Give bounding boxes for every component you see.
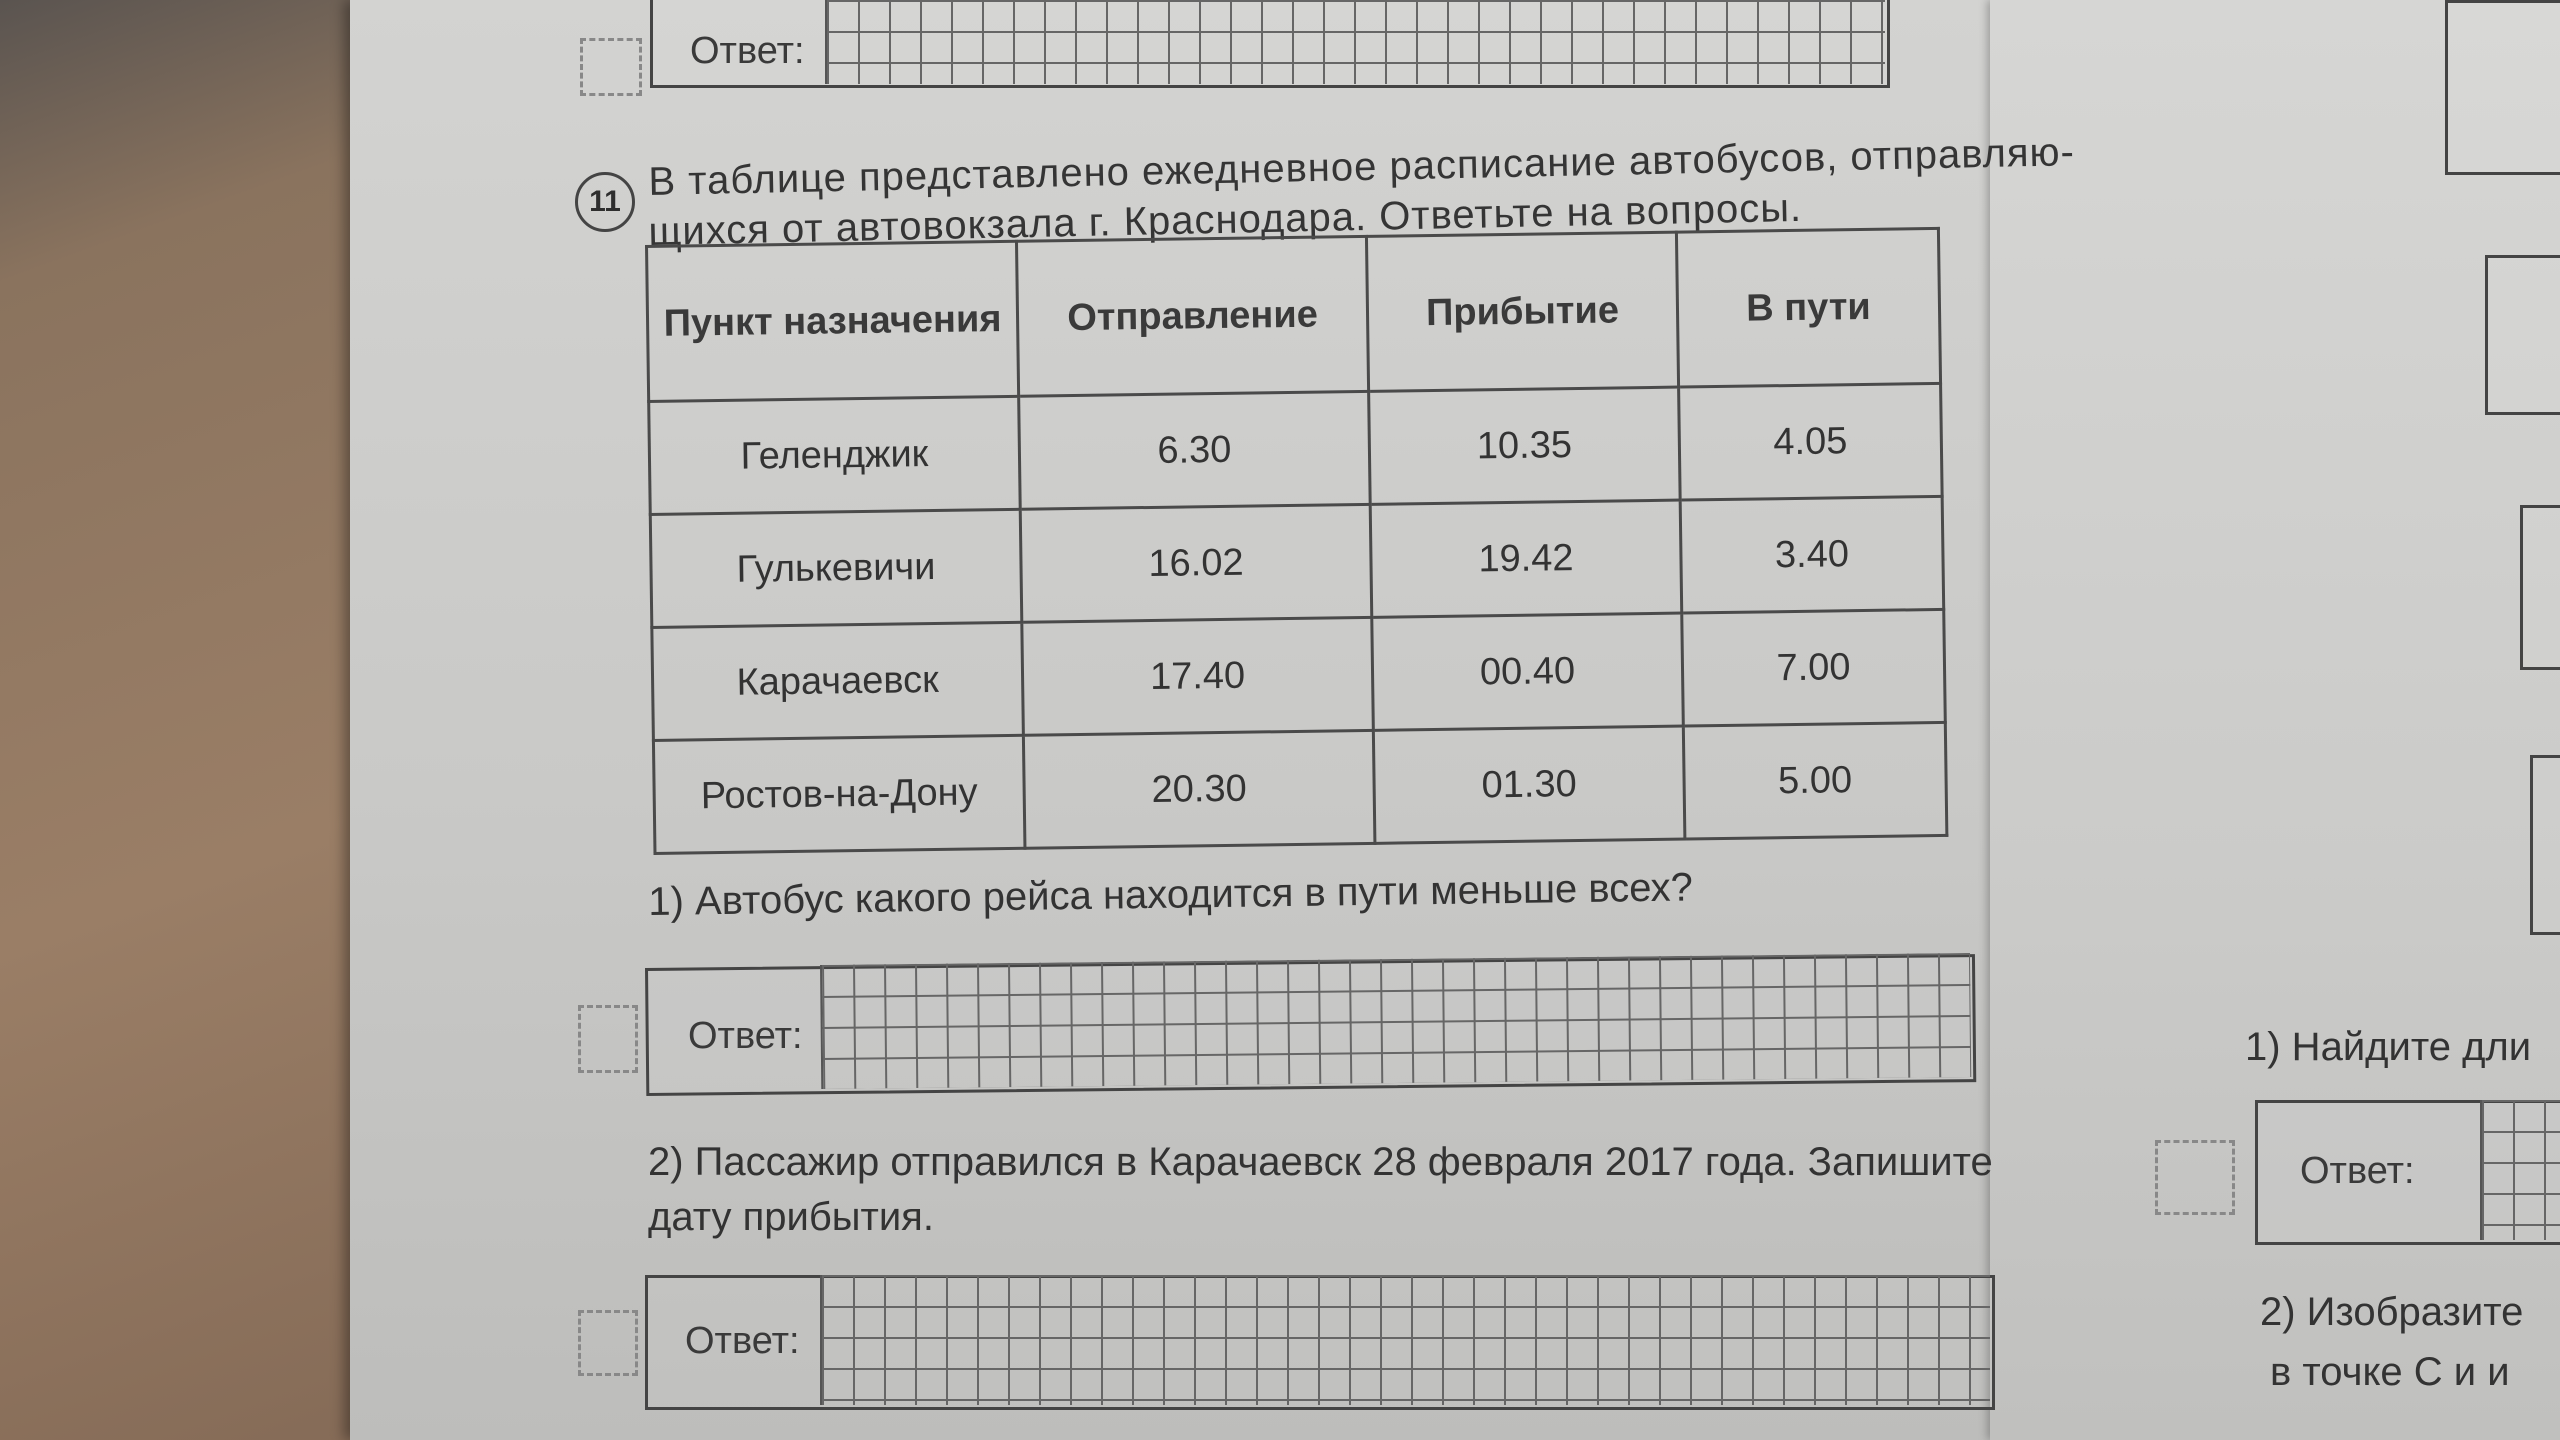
task-number-badge: 11 xyxy=(575,172,635,232)
question-2-text-line1: 2) Пассажир отправился в Карачаевск 28 февраля 2017 года. Запишите xyxy=(648,1140,1993,1184)
answer-label-q2: Ответ: xyxy=(685,1320,800,1362)
table-header-row xyxy=(647,228,1941,401)
right-box-4 xyxy=(2530,755,2560,935)
bus-schedule-table xyxy=(645,227,1948,855)
cell-departure: 17.40 xyxy=(1022,617,1374,735)
cell-destination: Карачаевск xyxy=(652,622,1024,740)
score-box-q2[interactable] xyxy=(578,1310,638,1376)
cell-arrival: 01.30 xyxy=(1373,726,1685,843)
cell-arrival: 10.35 xyxy=(1369,387,1681,504)
cell-travel-time: 4.05 xyxy=(1679,383,1943,500)
right-box-3 xyxy=(2520,505,2560,670)
task-text-line1: В таблице представлено ежедневное расписание автобусов, отправляю- xyxy=(648,130,2076,204)
question-1-text: 1) Автобус какого рейса находится в пути меньше всех? xyxy=(648,865,1694,924)
right-question-2-line2: в точке С и и xyxy=(2270,1350,2510,1394)
table-row xyxy=(653,722,1946,853)
question-2-text-line2: дату прибытия. xyxy=(648,1195,934,1239)
cell-arrival: 00.40 xyxy=(1372,613,1684,730)
score-box-q1[interactable] xyxy=(578,1005,638,1073)
right-answer-grid[interactable] xyxy=(2480,1100,2560,1240)
task-text-line2: щихся от автовокзала г. Краснодара. Ответьте на вопросы. xyxy=(648,185,1803,254)
table-surface xyxy=(0,0,380,1440)
right-score-box[interactable] xyxy=(2155,1140,2235,1215)
header-travel-time: В пути xyxy=(1676,228,1940,387)
answer-label-q1: Ответ: xyxy=(688,1015,803,1057)
cell-travel-time: 5.00 xyxy=(1683,722,1947,839)
header-destination: Пункт назначения xyxy=(647,241,1019,401)
cell-destination: Ростов-на-Дону xyxy=(653,735,1025,853)
right-question-1: 1) Найдите дли xyxy=(2245,1025,2532,1069)
right-answer-label: Ответ: xyxy=(2300,1150,2415,1192)
answer-grid-top[interactable] xyxy=(825,0,1885,84)
cell-departure: 20.30 xyxy=(1023,730,1375,848)
table-row xyxy=(650,496,1943,627)
header-departure: Отправление xyxy=(1016,236,1368,396)
cell-destination: Гулькевичи xyxy=(650,509,1022,627)
cell-departure: 6.30 xyxy=(1019,391,1371,509)
table-row xyxy=(652,609,1945,740)
right-question-2-line1: 2) Изобразите xyxy=(2260,1290,2524,1334)
score-box-top[interactable] xyxy=(580,38,642,96)
cell-travel-time: 7.00 xyxy=(1682,609,1946,726)
cell-destination: Геленджик xyxy=(649,396,1021,514)
answer-label-top: Ответ: xyxy=(690,30,805,72)
table-row xyxy=(649,383,1942,514)
cell-travel-time: 3.40 xyxy=(1680,496,1944,613)
cell-departure: 16.02 xyxy=(1020,504,1372,622)
cell-arrival: 19.42 xyxy=(1370,500,1682,617)
answer-grid-q2[interactable] xyxy=(820,1275,1990,1405)
header-arrival: Прибытие xyxy=(1366,232,1678,391)
right-box-2 xyxy=(2485,255,2560,415)
answer-grid-q1[interactable] xyxy=(820,953,1971,1089)
right-box-1 xyxy=(2445,0,2560,175)
